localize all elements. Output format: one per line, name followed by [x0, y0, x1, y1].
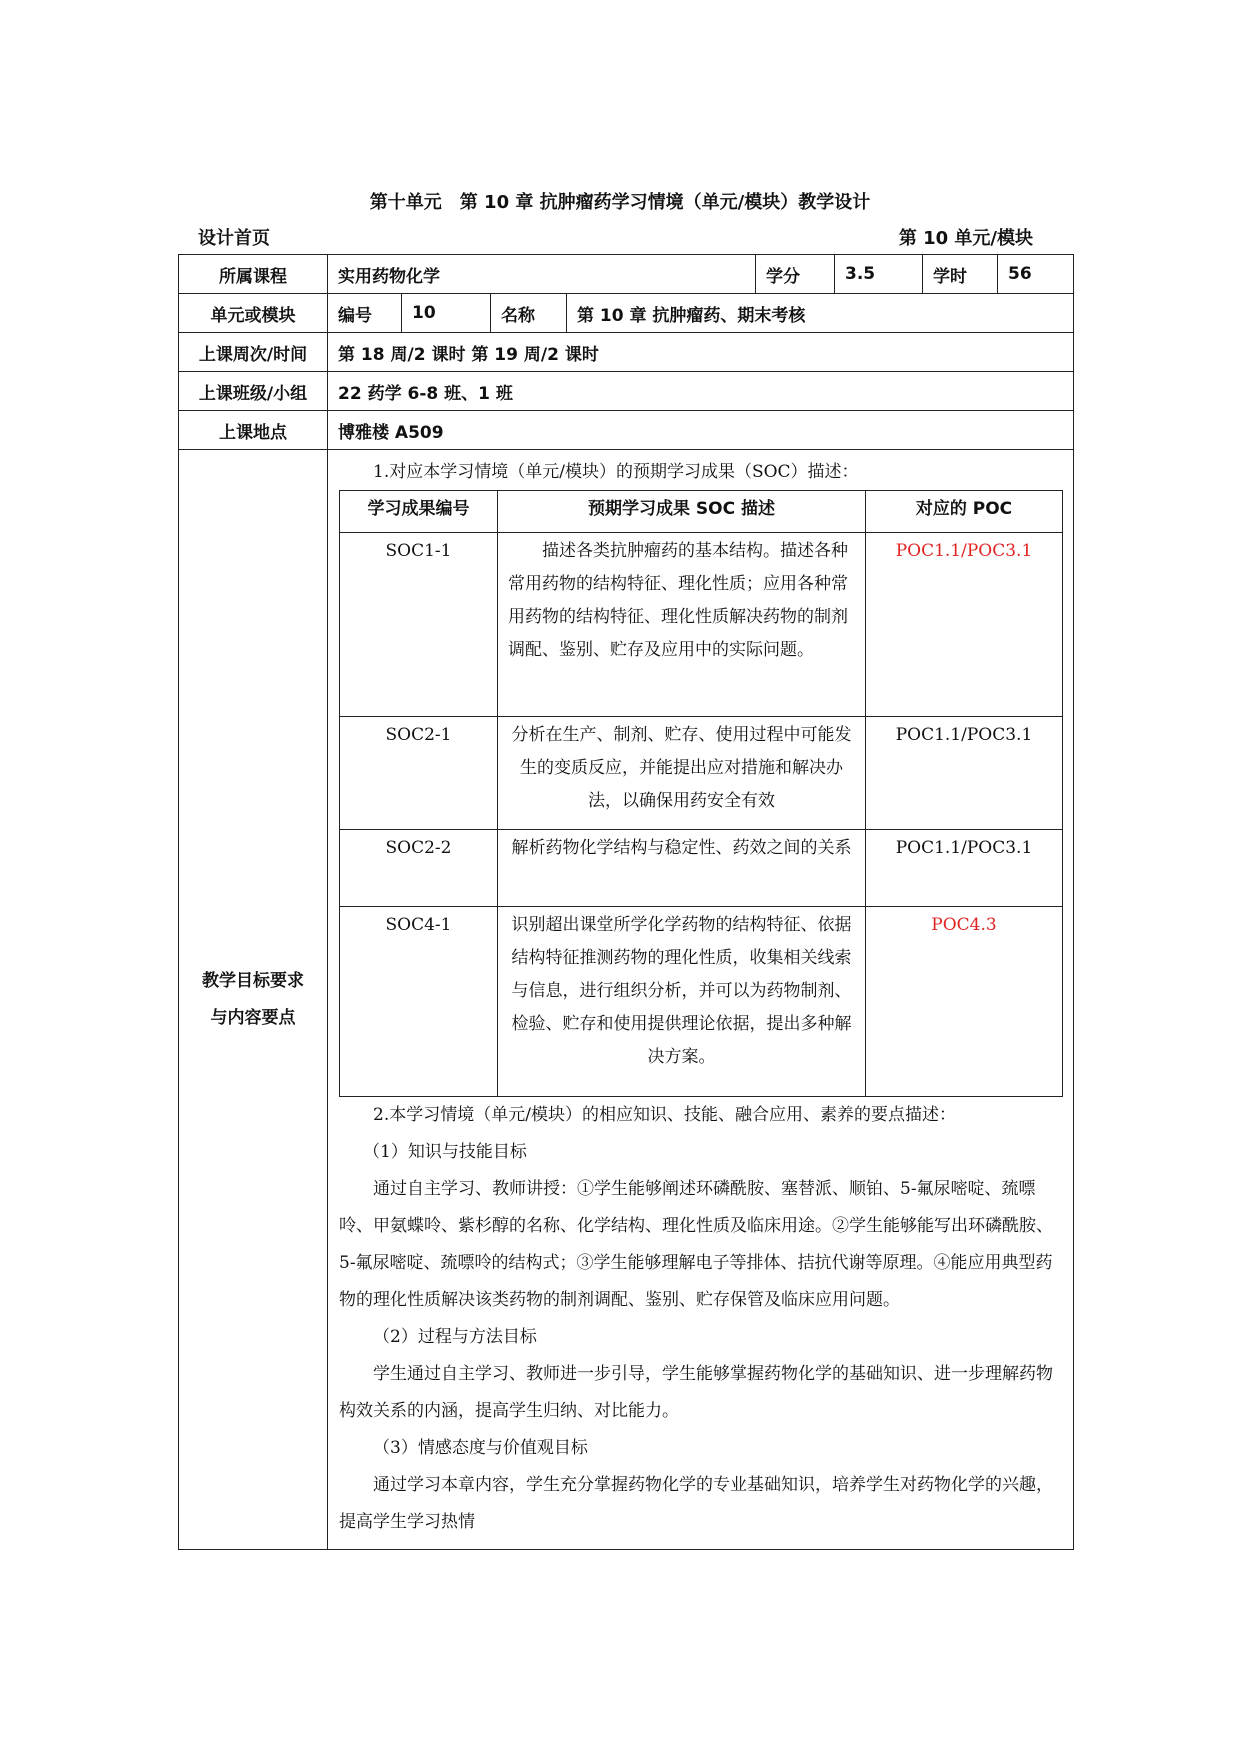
place-value: 博雅楼 A509 — [328, 411, 1074, 450]
week-label: 上课周次/时间 — [179, 333, 328, 372]
goals-content — [328, 450, 1074, 1550]
attitude-values-heading: （3）情感态度与价值观目标 — [373, 1438, 588, 1458]
process-method-text: 学生通过自主学习、教师进一步引导，学生能够掌握药物化学的基础知识、进一步理解药物构效关系的内涵，提高学生归纳、对比能力。 — [339, 1364, 1053, 1421]
name-label: 名称 — [491, 294, 567, 333]
soc-desc: 分析在生产、制剂、贮存、使用过程中可能发生的变质反应，并能提出应对措施和解决办法，以确保用药安全有效 — [498, 717, 866, 830]
hours-value: 56 — [998, 255, 1074, 294]
unit-label: 单元或模块 — [179, 294, 328, 333]
unit-row — [179, 294, 1074, 333]
name-value: 第 10 章 抗肿瘤药、期末考核 — [567, 294, 1074, 333]
soc-header-desc: 预期学习成果 SOC 描述 — [498, 491, 866, 533]
soc-poc: POC1.1/POC3.1 — [866, 533, 1063, 717]
credit-value: 3.5 — [835, 255, 923, 294]
section2-intro: 2.本学习情境（单元/模块）的相应知识、技能、融合应用、素养的要点描述： — [373, 1105, 956, 1125]
knowledge-skill-text: 通过自主学习、教师讲授：①学生能够阐述环磷酰胺、塞替派、顺铂、5-氟尿嘧啶、巯嘌呤、甲氨蝶呤、紫杉醇的名称、化学结构、理化性质及临床用途。②学生能够能写出环磷酰胺、5-氟尿嘧啶、巯嘌呤的结构式；③学生能够理解电子等排体、拮抗代谢等原理。④能应用典型药物的理化性质解决该类药物的制剂调配、鉴别、贮存保管及临床应用问题。 — [339, 1179, 1053, 1310]
soc-table — [339, 490, 1063, 1097]
hours-label: 学时 — [923, 255, 998, 294]
soc-row — [340, 533, 1063, 717]
course-row — [179, 255, 1074, 294]
document-title: 第十单元 第 10 章 抗肿瘤药学习情境（单元/模块）教学设计 — [369, 192, 871, 213]
soc-id: SOC2-1 — [340, 717, 498, 830]
design-table — [178, 254, 1074, 1550]
soc-id: SOC4-1 — [340, 907, 498, 1097]
soc-row — [340, 830, 1063, 907]
soc-poc: POC1.1/POC3.1 — [866, 830, 1063, 907]
place-row — [179, 411, 1074, 450]
soc-intro: 1.对应本学习情境（单元/模块）的预期学习成果（SOC）描述： — [373, 462, 859, 482]
code-value: 10 — [402, 294, 491, 333]
soc-id: SOC1-1 — [340, 533, 498, 717]
knowledge-skill-heading: （1）知识与技能目标 — [363, 1142, 527, 1162]
attitude-values-text: 通过学习本章内容，学生充分掌握药物化学的专业基础知识，培养学生对药物化学的兴趣，提高学生学习热情 — [339, 1475, 1053, 1532]
design-homepage-label: 设计首页 — [198, 228, 270, 249]
soc-poc: POC1.1/POC3.1 — [866, 717, 1063, 830]
class-row — [179, 372, 1074, 411]
goals-label — [179, 450, 328, 1550]
soc-header-id: 学习成果编号 — [340, 491, 498, 533]
soc-poc: POC4.3 — [866, 907, 1063, 1097]
soc-desc: 描述各类抗肿瘤药的基本结构。描述各种常用药物的结构特征、理化性质；应用各种常用药物的结构特征、理化性质解决药物的制剂调配、鉴别、贮存及应用中的实际问题。 — [498, 533, 866, 717]
class-label: 上课班级/小组 — [179, 372, 328, 411]
week-value: 第 18 周/2 课时 第 19 周/2 课时 — [328, 333, 1074, 372]
goals-row — [179, 450, 1074, 1550]
goals-label-line1: 教学目标要求 — [202, 970, 304, 991]
place-label: 上课地点 — [179, 411, 328, 450]
soc-desc: 识别超出课堂所学化学药物的结构特征、依据结构特征推测药物的理化性质，收集相关线索与信息，进行组织分析，并可以为药物制剂、检验、贮存和使用提供理论依据，提出多种解决方案。 — [498, 907, 866, 1097]
credit-label: 学分 — [756, 255, 835, 294]
code-label: 编号 — [328, 294, 402, 333]
goals-label-line2: 与内容要点 — [210, 1007, 296, 1028]
process-method-heading: （2）过程与方法目标 — [373, 1327, 537, 1347]
week-row — [179, 333, 1074, 372]
course-value: 实用药物化学 — [328, 255, 756, 294]
class-value: 22 药学 6-8 班、1 班 — [328, 372, 1074, 411]
course-label: 所属课程 — [179, 255, 328, 294]
soc-desc: 解析药物化学结构与稳定性、药效之间的关系 — [498, 830, 866, 907]
soc-header-poc: 对应的 POC — [866, 491, 1063, 533]
unit-module-label: 第 10 单元/模块 — [898, 228, 1033, 249]
soc-id: SOC2-2 — [340, 830, 498, 907]
soc-row — [340, 907, 1063, 1097]
soc-row — [340, 717, 1063, 830]
